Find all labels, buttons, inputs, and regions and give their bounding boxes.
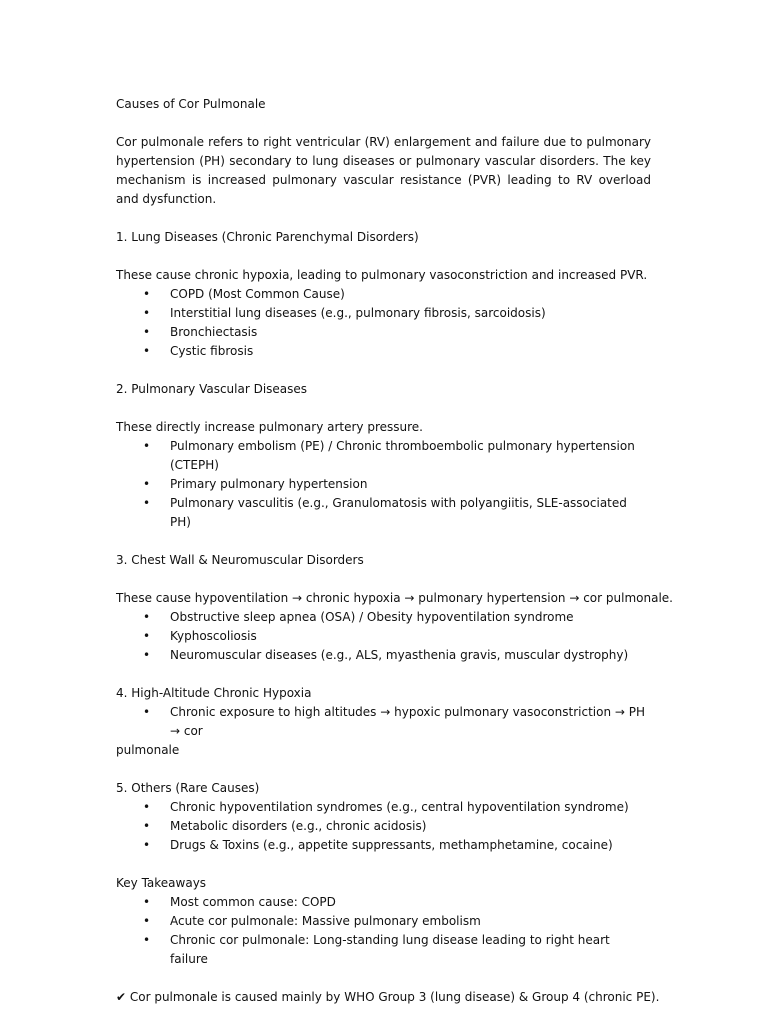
bullet-icon: • (143, 800, 151, 814)
bullet-icon: • (143, 477, 151, 491)
list-item (116, 475, 651, 494)
list-item-text: Chronic hypoventilation syndromes (e.g., central hypoventilation syndrome) (170, 800, 629, 814)
list-item-text: Cystic fibrosis (170, 344, 254, 358)
section-heading: 3. Chest Wall & Neuromuscular Disorders (116, 553, 364, 567)
bullet-icon: • (143, 287, 151, 301)
document-page (116, 95, 673, 1007)
spacer (116, 532, 651, 551)
section-heading: 5. Others (Rare Causes) (116, 781, 260, 795)
list-item-text: Pulmonary embolism (PE) / Chronic thromboembolic pulmonary hypertension (CTEPH) (170, 439, 635, 472)
list-item (116, 627, 651, 646)
spacer (116, 114, 651, 133)
section-heading: 4. High-Altitude Chronic Hypoxia (116, 686, 312, 700)
list-item-text: Interstitial lung diseases (e.g., pulmonary fibrosis, sarcoidosis) (170, 306, 546, 320)
list-item (116, 836, 651, 855)
list-item-text: Chronic exposure to high altitudes → hypoxic pulmonary vasoconstriction → PH → cor (170, 705, 646, 738)
bullet-icon: • (143, 914, 151, 928)
bullet-list (116, 703, 651, 741)
spacer (116, 361, 651, 380)
bullet-list (116, 285, 651, 361)
list-item (116, 437, 651, 475)
list-item-text: Primary pulmonary hypertension (170, 477, 368, 491)
bullet-list (116, 798, 651, 855)
spacer (116, 570, 651, 589)
section-lead: These cause chronic hypoxia, leading to pulmonary vasoconstriction and increased PVR. (116, 268, 648, 282)
bullet-list (116, 608, 651, 665)
list-item (116, 323, 651, 342)
conclusion-text: ✔ Cor pulmonale is caused mainly by WHO Group 3 (lung disease) & Group 4 (chronic PE). (116, 990, 660, 1004)
bullet-icon: • (143, 306, 151, 320)
bullet-icon: • (143, 933, 151, 947)
list-item (116, 342, 651, 361)
list-item (116, 646, 651, 665)
list-item (116, 817, 651, 836)
section-lead: These cause hypoventilation → chronic hypoxia → pulmonary hypertension → cor pulmonale. (116, 591, 673, 605)
list-item (116, 608, 651, 627)
list-item-text: Drugs & Toxins (e.g., appetite suppressants, methamphetamine, cocaine) (170, 838, 613, 852)
bullet-icon: • (143, 819, 151, 833)
list-item (116, 703, 651, 741)
list-item (116, 798, 651, 817)
section-lead: These directly increase pulmonary artery pressure. (116, 420, 423, 434)
list-item (116, 912, 651, 931)
bullet-icon: • (143, 610, 151, 624)
list-item (116, 285, 651, 304)
bullet-icon: • (143, 705, 151, 719)
list-item-text: Pulmonary vasculitis (e.g., Granulomatosis with polyangiitis, SLE-associated PH) (170, 496, 627, 529)
bullet-icon: • (143, 344, 151, 358)
bullet-icon: • (143, 629, 151, 643)
list-item-text: Acute cor pulmonale: Massive pulmonary embolism (170, 914, 481, 928)
list-item-text: Neuromuscular diseases (e.g., ALS, myasthenia gravis, muscular dystrophy) (170, 648, 629, 662)
section-heading: Key Takeaways (116, 876, 207, 890)
bullet-icon: • (143, 325, 151, 339)
bullet-icon: • (143, 838, 151, 852)
spacer (116, 969, 651, 988)
section-heading: 1. Lung Diseases (Chronic Parenchymal Disorders) (116, 230, 419, 244)
list-item-text: Chronic cor pulmonale: Long-standing lung disease leading to right heart failure (170, 933, 610, 966)
list-item (116, 931, 651, 969)
list-item-text: Bronchiectasis (170, 325, 258, 339)
spacer (116, 855, 651, 874)
list-item (116, 494, 651, 532)
spacer (116, 247, 651, 266)
bullet-icon: • (143, 496, 151, 510)
section-heading: 2. Pulmonary Vascular Diseases (116, 382, 308, 396)
spacer (116, 399, 651, 418)
bullet-icon: • (143, 439, 151, 453)
bullet-icon: • (143, 648, 151, 662)
list-item-text: Most common cause: COPD (170, 895, 336, 909)
list-item-text: Kyphoscoliosis (170, 629, 257, 643)
list-item-continuation: pulmonale (116, 743, 180, 757)
list-item-text: Obstructive sleep apnea (OSA) / Obesity hypoventilation syndrome (170, 610, 574, 624)
bullet-list (116, 893, 651, 969)
bullet-list (116, 437, 651, 532)
list-item (116, 304, 651, 323)
list-item-text: Metabolic disorders (e.g., chronic acidosis) (170, 819, 427, 833)
spacer (116, 209, 651, 228)
spacer (116, 760, 651, 779)
bullet-icon: • (143, 895, 151, 909)
list-item (116, 893, 651, 912)
spacer (116, 665, 651, 684)
document-title: Causes of Cor Pulmonale (116, 97, 266, 111)
list-item-text: COPD (Most Common Cause) (170, 287, 345, 301)
intro-paragraph: Cor pulmonale refers to right ventricular (RV) enlargement and failure due to pulmonary hypertension (PH) secondary to lung diseases or pulmonary vascular disorders. The key mechanism is increased pulmonary vascular resistance (PVR) leading to RV overload and dysfunction. (116, 135, 651, 206)
